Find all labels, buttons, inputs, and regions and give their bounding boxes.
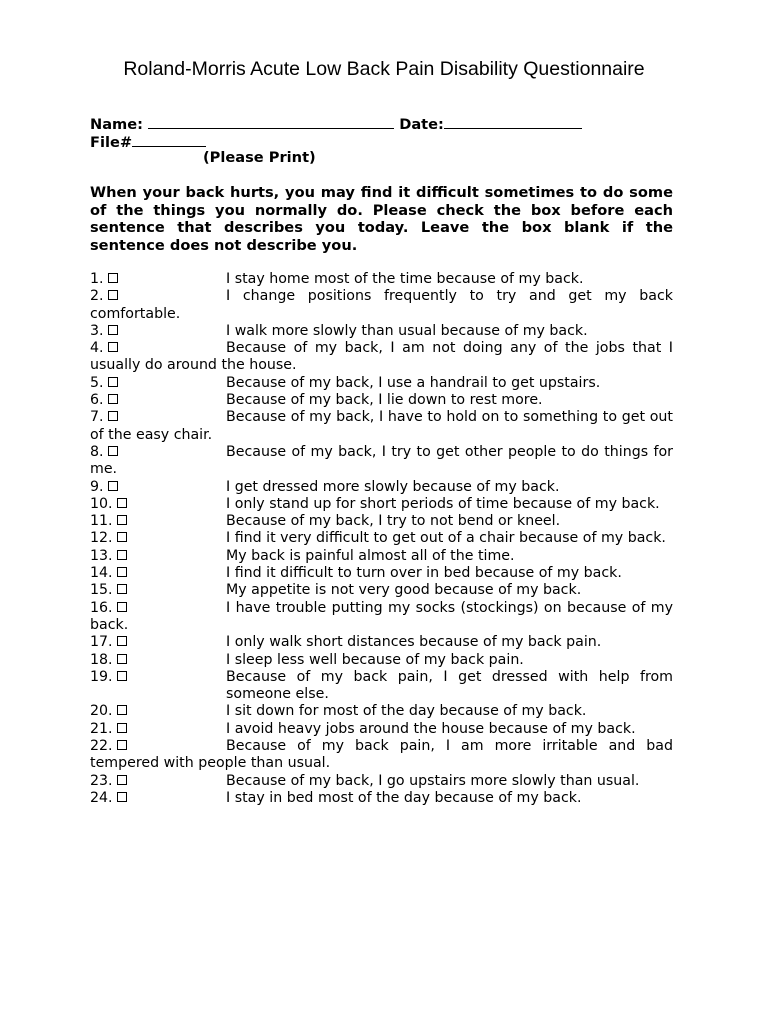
checkbox[interactable]	[117, 775, 127, 785]
item-text: I only stand up for short periods of time because of my back.	[226, 495, 660, 512]
item-number-label: 23.	[90, 772, 113, 789]
please-print-note: (Please Print)	[203, 149, 316, 166]
checkbox[interactable]	[117, 550, 127, 560]
item-number-label: 5.	[90, 374, 104, 391]
checkbox[interactable]	[108, 273, 118, 283]
item-number	[90, 392, 118, 409]
item-text: I only walk short distances because of my back pain.	[226, 634, 602, 651]
item-text: I stay in bed most of the day because of my back.	[226, 789, 582, 806]
item-number	[90, 548, 127, 565]
item-text: I walk more slowly than usual because of my back.	[226, 322, 588, 339]
checkbox[interactable]	[108, 290, 118, 300]
item-number	[90, 582, 127, 599]
item-number-label: 3.	[90, 322, 104, 339]
item-number-label: 12.	[90, 530, 113, 547]
checkbox[interactable]	[117, 740, 127, 750]
item-number	[90, 773, 127, 790]
item-list	[90, 271, 673, 807]
name-date-row	[90, 114, 582, 134]
item-number-label: 20.	[90, 703, 113, 720]
name-label: Name:	[90, 116, 144, 133]
list-item	[90, 669, 673, 704]
item-number-label: 24.	[90, 789, 113, 806]
item-text: My back is painful almost all of the time.	[226, 547, 515, 564]
item-number-label: 10.	[90, 495, 113, 512]
item-number	[90, 530, 127, 547]
list-item	[90, 600, 673, 635]
list-item	[90, 790, 673, 807]
item-text: I find it difficult to turn over in bed because of my back.	[226, 565, 622, 582]
item-number	[90, 721, 127, 738]
item-number	[90, 652, 127, 669]
list-item	[90, 738, 673, 773]
item-number-label: 6.	[90, 392, 104, 409]
checkbox[interactable]	[108, 481, 118, 491]
list-item	[90, 721, 673, 738]
item-number	[90, 323, 118, 340]
checkbox[interactable]	[117, 567, 127, 577]
item-text: Because of my back, I use a handrail to get upstairs.	[226, 374, 601, 391]
list-item	[90, 703, 673, 720]
item-number-label: 22.	[90, 738, 113, 755]
list-item	[90, 479, 673, 496]
file-number-field[interactable]	[132, 132, 206, 147]
item-number	[90, 634, 127, 651]
checkbox[interactable]	[108, 446, 118, 456]
checkbox[interactable]	[117, 705, 127, 715]
item-number	[90, 496, 127, 513]
file-label: File#	[90, 134, 133, 151]
item-number-label: 1.	[90, 271, 104, 287]
list-item	[90, 444, 673, 479]
item-number-label: 17.	[90, 634, 113, 651]
list-item	[90, 565, 673, 582]
list-item	[90, 773, 673, 790]
checkbox[interactable]	[117, 515, 127, 525]
item-text: I find it very difficult to get out of a chair because of my back.	[226, 530, 666, 547]
list-item	[90, 496, 673, 513]
item-text: I sit down for most of the day because of my back.	[226, 703, 587, 720]
checkbox[interactable]	[117, 636, 127, 646]
item-text: I have trouble putting my socks (stockings) on because of my back.	[90, 599, 673, 633]
list-item	[90, 323, 673, 340]
checkbox[interactable]	[108, 325, 118, 335]
item-number	[90, 375, 118, 392]
file-row	[90, 132, 206, 152]
item-number-label: 11.	[90, 513, 113, 530]
list-item	[90, 548, 673, 565]
item-number	[90, 513, 127, 530]
checkbox[interactable]	[117, 792, 127, 802]
item-text: Because of my back, I have to hold on to something to get out of the easy chair.	[90, 409, 673, 443]
list-item	[90, 634, 673, 651]
list-item	[90, 271, 673, 288]
item-number-label: 18.	[90, 651, 113, 668]
date-field[interactable]	[444, 114, 582, 129]
item-text: I stay home most of the time because of my back.	[226, 271, 584, 287]
item-number-label: 15.	[90, 582, 113, 599]
checkbox[interactable]	[117, 723, 127, 733]
item-number-label: 4.	[90, 340, 104, 357]
item-text: I get dressed more slowly because of my back.	[226, 478, 560, 495]
item-number	[90, 409, 118, 426]
item-number	[90, 288, 118, 305]
list-item	[90, 513, 673, 530]
item-text: Because of my back, I try to not bend or kneel.	[226, 513, 561, 530]
item-number	[90, 340, 118, 357]
item-number	[90, 790, 127, 807]
checkbox[interactable]	[108, 394, 118, 404]
item-text: I avoid heavy jobs around the house because of my back.	[226, 720, 636, 737]
list-item	[90, 652, 673, 669]
item-text: Because of my back pain, I get dressed with help from someone else.	[226, 668, 673, 703]
checkbox[interactable]	[117, 532, 127, 542]
item-text: Because of my back, I am not doing any of the jobs that I usually do around the house.	[90, 340, 673, 374]
item-number-label: 8.	[90, 443, 104, 460]
list-item	[90, 582, 673, 599]
item-text: Because of my back, I go upstairs more slowly than usual.	[226, 772, 640, 789]
item-number-label: 2.	[90, 288, 104, 305]
item-number	[90, 565, 127, 582]
list-item	[90, 530, 673, 547]
checkbox[interactable]	[117, 498, 127, 508]
date-label: Date:	[399, 116, 444, 133]
item-number	[90, 479, 118, 496]
page-title: Roland-Morris Acute Low Back Pain Disability Questionnaire	[123, 58, 645, 80]
item-text: I change positions frequently to try and get my back comfortable.	[90, 288, 673, 322]
item-number-label: 7.	[90, 409, 104, 426]
item-number	[90, 669, 127, 686]
name-field[interactable]	[148, 114, 394, 129]
instructions-paragraph: When your back hurts, you may find it difficult sometimes to do some of the things you normally do. Please check the box before each sentence that describes you today. Leave the box blank if the sentence does not describe you.	[90, 184, 673, 254]
checkbox[interactable]	[108, 342, 118, 352]
list-item	[90, 375, 673, 392]
checkbox[interactable]	[117, 602, 127, 612]
item-number-label: 21.	[90, 720, 113, 737]
item-number	[90, 444, 118, 461]
item-number-label: 14.	[90, 565, 113, 582]
item-number	[90, 738, 127, 755]
checkbox[interactable]	[117, 671, 127, 681]
list-item	[90, 409, 673, 444]
item-number-label: 16.	[90, 599, 113, 616]
item-number-label: 9.	[90, 478, 104, 495]
item-text: Because of my back, I lie down to rest more.	[226, 392, 543, 409]
checkbox[interactable]	[117, 584, 127, 594]
item-text: I sleep less well because of my back pain.	[226, 651, 524, 668]
item-number-label: 19.	[90, 668, 113, 685]
item-number	[90, 703, 127, 720]
item-number	[90, 600, 127, 617]
item-number-label: 13.	[90, 547, 113, 564]
checkbox[interactable]	[117, 654, 127, 664]
item-text: Because of my back pain, I am more irritable and bad tempered with people than usual.	[90, 738, 673, 772]
checkbox[interactable]	[108, 411, 118, 421]
item-text: Because of my back, I try to get other people to do things for me.	[90, 443, 673, 478]
list-item	[90, 340, 673, 375]
checkbox[interactable]	[108, 377, 118, 387]
item-text: My appetite is not very good because of my back.	[226, 582, 582, 599]
list-item	[90, 392, 673, 409]
list-item	[90, 288, 673, 323]
item-number	[90, 271, 118, 288]
